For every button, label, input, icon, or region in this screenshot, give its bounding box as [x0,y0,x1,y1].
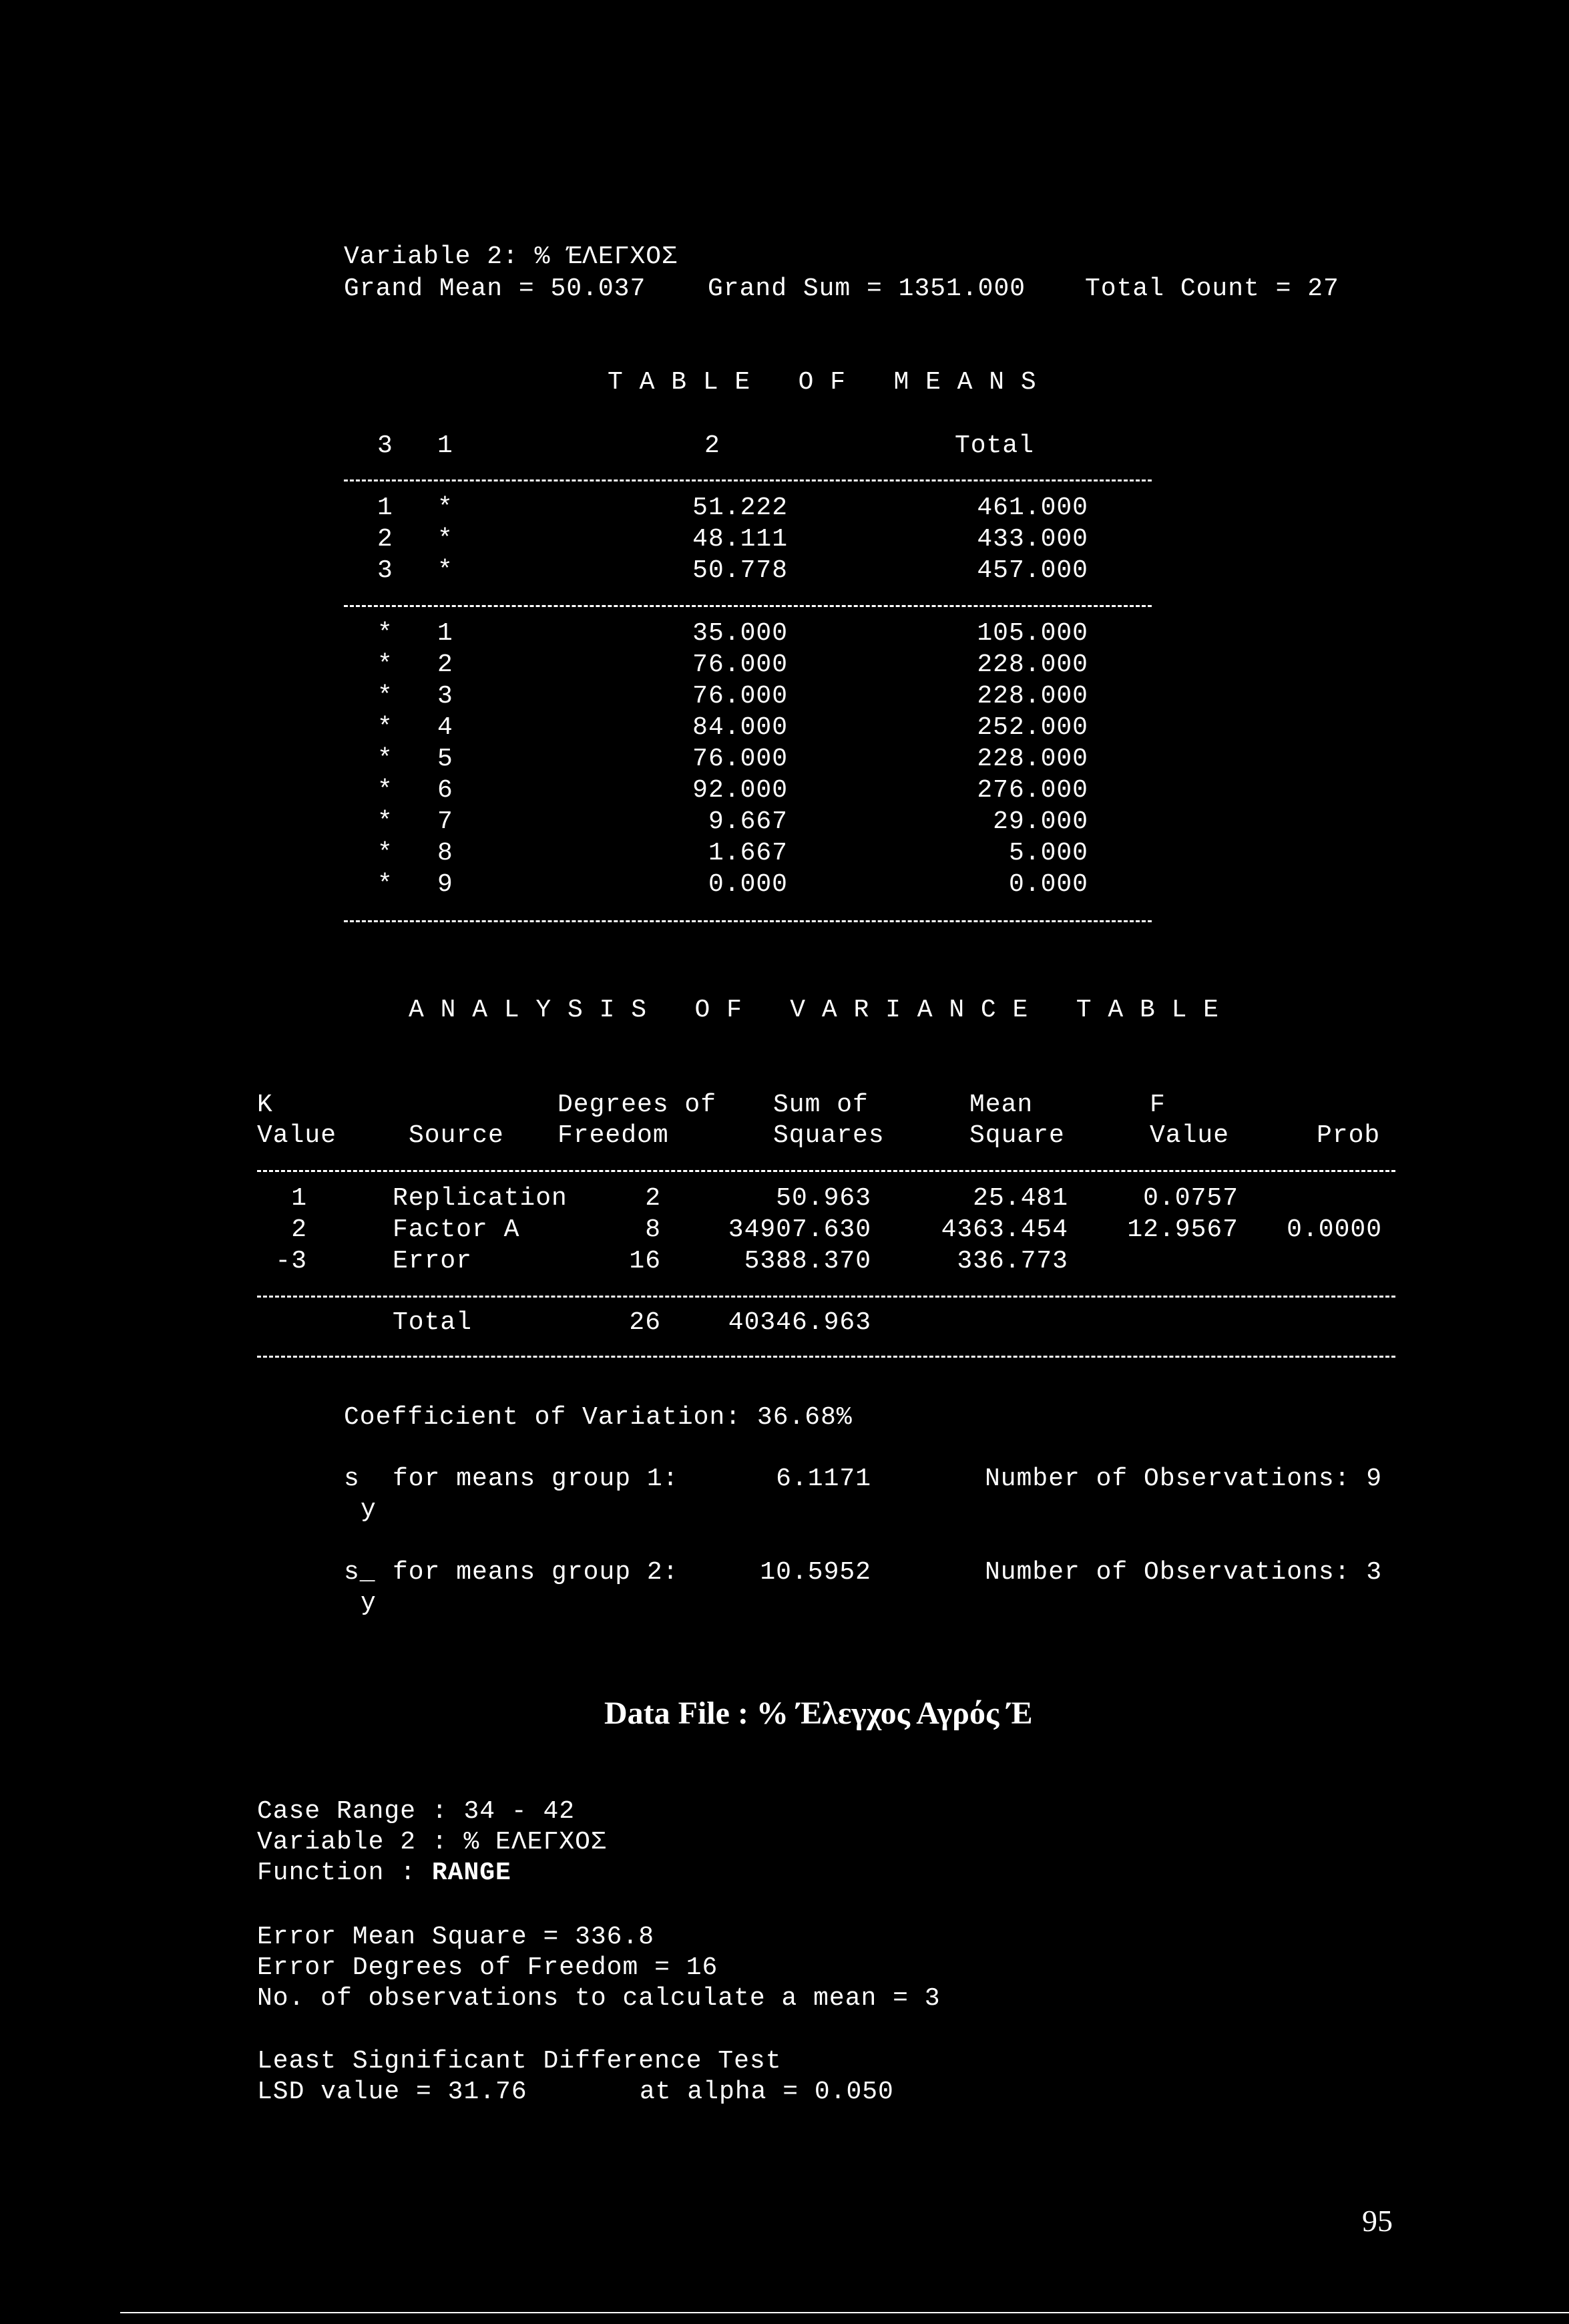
divider [257,1356,1395,1358]
lsd-value: LSD value = 31.76 [257,2078,527,2106]
header-prob: Prob [1317,1121,1381,1150]
total-ss: 40346.963 [728,1308,871,1337]
anova-prob: 0.0000 [1287,1215,1382,1244]
row-k1: * [437,494,453,522]
grand-mean: Grand Mean = 50.037 [344,274,646,303]
row-total: 457.000 [977,556,1088,585]
s2-observations: Number of Observations: 3 [985,1558,1383,1587]
row-mean: 9.667 [708,807,788,836]
row-k1: 7 [437,807,453,836]
header-df-1: Degrees of [557,1091,717,1119]
row-k1: 4 [437,713,453,742]
row-k3: 2 [377,525,393,554]
row-k3: * [377,745,393,773]
divider [257,1296,1395,1298]
header-df-2: Freedom [557,1121,669,1150]
function-line [257,1858,511,1889]
col-header-1: 1 [437,431,453,460]
s2-symbol: s_ [344,1558,376,1587]
col-header-3: 3 [377,431,393,460]
row-k3: * [377,713,393,742]
row-mean: 1.667 [708,839,788,867]
row-k3: * [377,650,393,679]
row-total: 276.000 [977,776,1088,805]
coefficient-of-variation: Coefficient of Variation: 36.68% [344,1403,853,1432]
header-k-2: Value [257,1121,337,1150]
data-file-title: Data File : % Έλεγχος Αγρός Έ [604,1696,1033,1731]
divider [344,605,1152,607]
total-source: Total [393,1308,473,1337]
col-header-total: Total [955,431,1035,460]
row-mean: 50.778 [692,556,788,585]
row-total: 228.000 [977,650,1088,679]
row-total: 228.000 [977,682,1088,711]
s2-label: for means group 2: [393,1558,679,1587]
total-count: Total Count = 27 [1085,274,1339,303]
s1-observations: Number of Observations: 9 [985,1465,1383,1493]
divider [344,920,1152,922]
row-k1: 9 [437,870,453,899]
row-k1: 3 [437,682,453,711]
grand-sum: Grand Sum = 1351.000 [708,274,1026,303]
anova-f: 12.9567 [1127,1215,1239,1244]
row-total: 0.000 [1008,870,1088,899]
row-total: 105.000 [977,619,1088,648]
row-total: 228.000 [977,745,1088,773]
anova-f: 0.0757 [1143,1184,1239,1213]
s1-value: 6.1171 [776,1465,871,1493]
anova-k: 2 [291,1215,307,1244]
row-k1: * [437,556,453,585]
function-value: RANGE [431,1859,511,1887]
header-f-1: F [1150,1091,1166,1119]
anova-ms: 4363.454 [941,1215,1068,1244]
lsd-alpha: at alpha = 0.050 [640,2078,894,2106]
row-k1: 2 [437,650,453,679]
row-k3: * [377,839,393,867]
anova-ss: 5388.370 [744,1247,871,1276]
anova-source: Replication [393,1184,568,1213]
col-header-2: 2 [704,431,720,460]
error-mean-square: Error Mean Square = 336.8 [257,1923,655,1951]
function-label: Function : [257,1859,432,1887]
header-ms-1: Mean [969,1091,1034,1119]
row-total: 433.000 [977,525,1088,554]
row-k3: * [377,807,393,836]
anova-df: 2 [645,1184,661,1213]
anova-df: 16 [629,1247,661,1276]
case-range: Case Range : 34 - 42 [257,1797,576,1826]
row-k3: * [377,776,393,805]
row-k3: * [377,619,393,648]
row-total: 252.000 [977,713,1088,742]
anova-source: Error [393,1247,473,1276]
row-total: 29.000 [993,807,1088,836]
means-table-title: T A B L E O F M E A N S [608,368,1037,397]
header-k-1: K [257,1091,273,1119]
s1-symbol: s [344,1465,360,1493]
divider [257,1170,1395,1172]
row-mean: 76.000 [692,650,788,679]
row-mean: 51.222 [692,494,788,522]
page-number: 95 [1362,2204,1393,2238]
total-df: 26 [629,1308,661,1337]
variable-line: Variable 2: % ΈΛΕΓΧΟΣ [344,242,678,271]
s1-subscript: y [361,1495,377,1524]
anova-ms: 336.773 [957,1247,1068,1276]
row-total: 5.000 [1008,839,1088,867]
row-k3: 3 [377,556,393,585]
s2-value: 10.5952 [760,1558,871,1587]
row-total: 461.000 [977,494,1088,522]
row-k3: 1 [377,494,393,522]
header-ss-2: Squares [773,1121,885,1150]
anova-ss: 50.963 [776,1184,871,1213]
row-k1: 1 [437,619,453,648]
header-ms-2: Square [969,1121,1065,1150]
anova-ss: 34907.630 [728,1215,871,1244]
s2-subscript: y [361,1589,377,1617]
row-mean: 0.000 [708,870,788,899]
header-ss-1: Sum of [773,1091,869,1119]
header-f-2: Value [1150,1121,1230,1150]
anova-k: 1 [291,1184,307,1213]
footer-rule [120,2312,1569,2313]
header-source: Source [409,1121,504,1150]
row-mean: 92.000 [692,776,788,805]
row-k3: * [377,870,393,899]
row-mean: 35.000 [692,619,788,648]
row-k1: 6 [437,776,453,805]
row-k1: 5 [437,745,453,773]
row-k3: * [377,682,393,711]
anova-source: Factor A [393,1215,520,1244]
row-k1: 8 [437,839,453,867]
observations-per-mean: No. of observations to calculate a mean = 3 [257,1984,941,2013]
anova-ms: 25.481 [973,1184,1068,1213]
error-df: Error Degrees of Freedom = 16 [257,1953,718,1982]
lsd-test-name: Least Significant Difference Test [257,2047,782,2076]
row-k1: * [437,525,453,554]
row-mean: 76.000 [692,745,788,773]
anova-title: A N A L Y S I S O F V A R I A N C E T A B L E [409,996,1219,1024]
row-mean: 76.000 [692,682,788,711]
row-mean: 84.000 [692,713,788,742]
anova-k: -3 [275,1247,307,1276]
lsd-variable: Variable 2 : % ΕΛΕΓΧΟΣ [257,1828,607,1857]
divider [344,479,1152,481]
s1-label: for means group 1: [393,1465,679,1493]
row-mean: 48.111 [692,525,788,554]
anova-df: 8 [645,1215,661,1244]
